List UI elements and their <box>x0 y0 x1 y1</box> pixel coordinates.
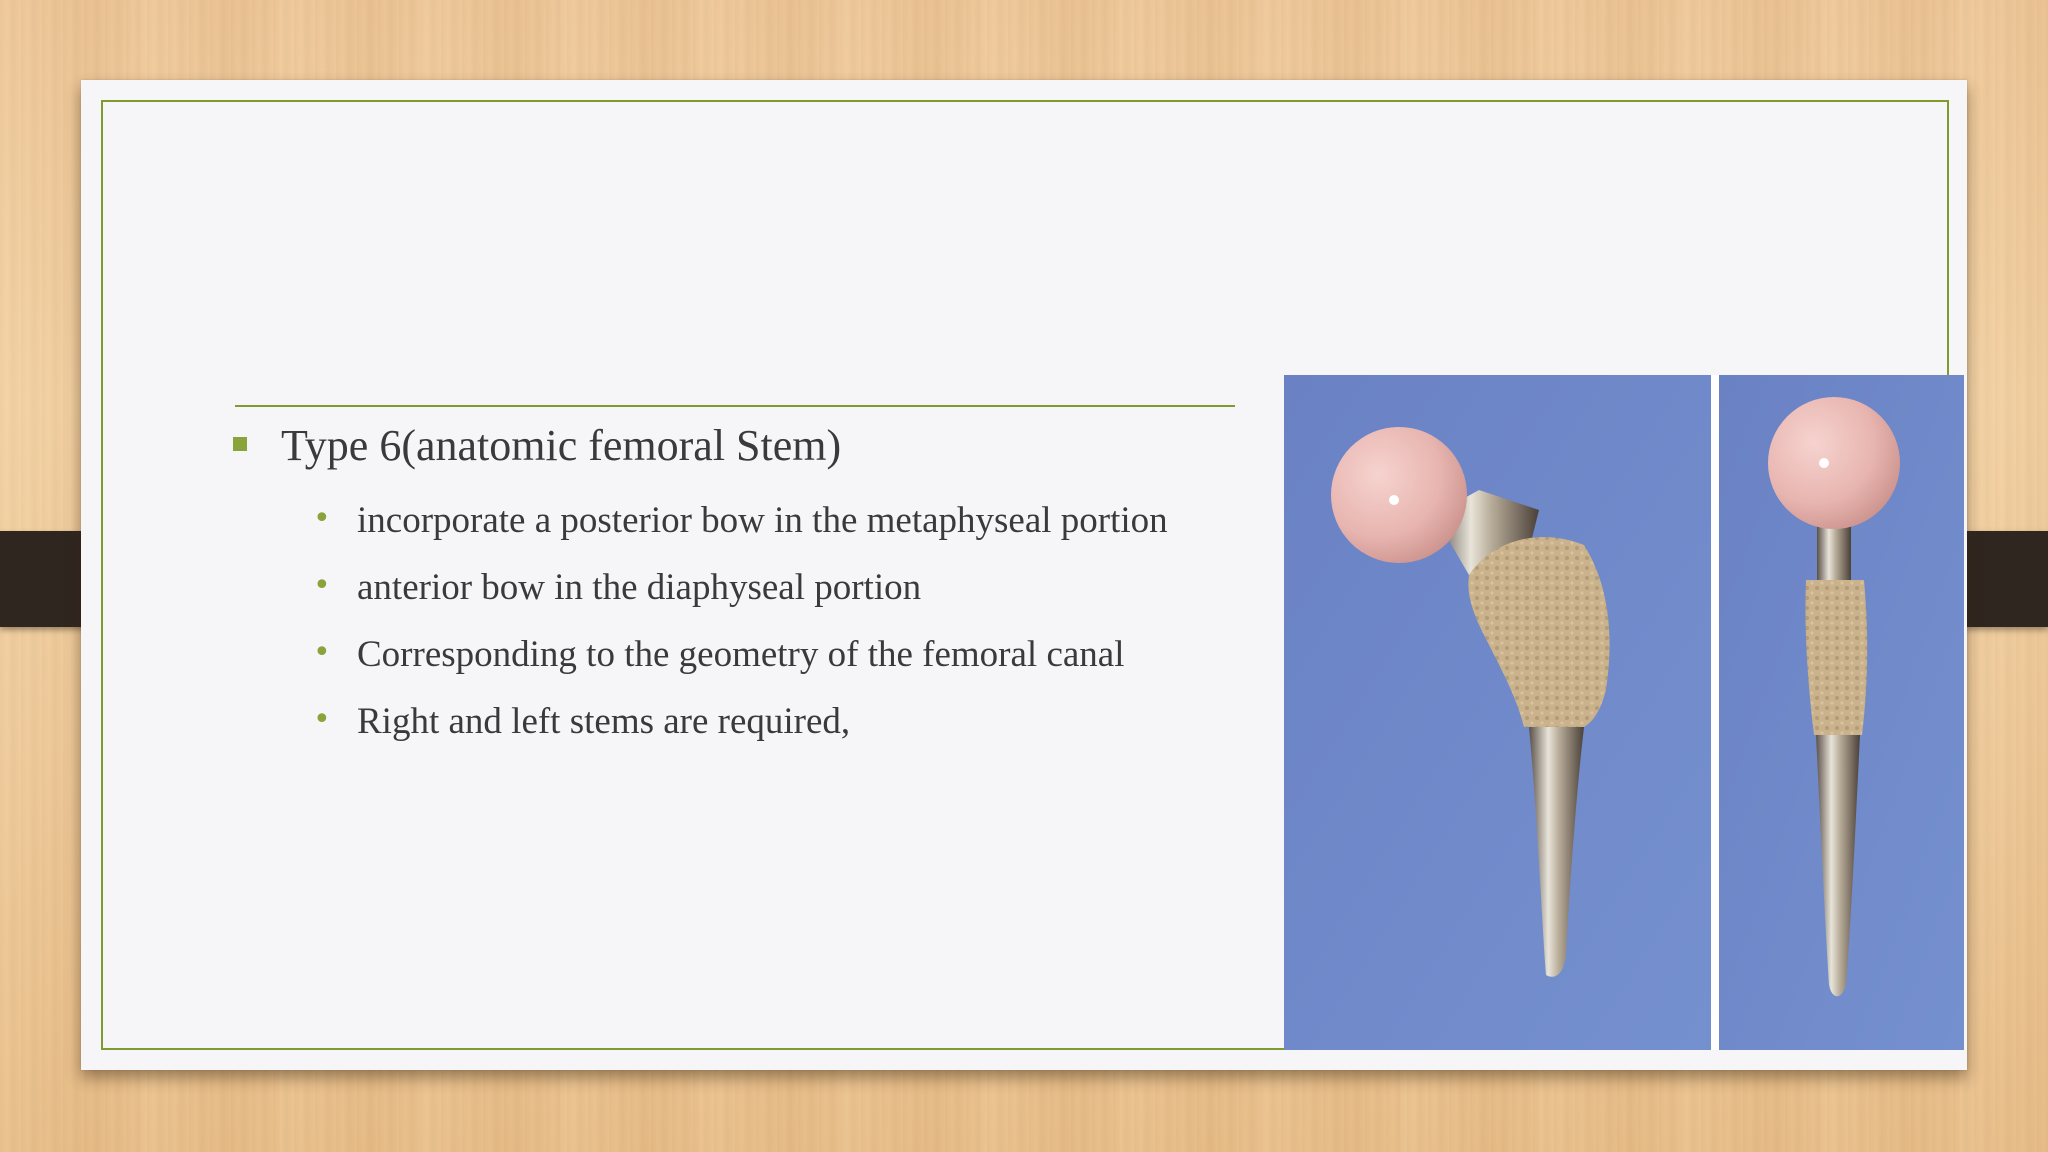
implant-photo <box>1284 375 1964 1050</box>
dot-bullet-icon: • <box>313 567 331 603</box>
heading-bullet <box>233 420 1233 473</box>
sub-bullet-list <box>233 495 1233 747</box>
title-divider-line <box>235 405 1235 407</box>
square-bullet-icon <box>233 437 247 451</box>
slide-content <box>233 420 1233 763</box>
sub-bullet-text: Corresponding to the geometry of the femoral canal <box>357 633 1125 675</box>
sub-bullet-item <box>233 629 1197 680</box>
heading-text: Type 6(anatomic femoral Stem) <box>281 421 842 470</box>
femoral-stem-illustration <box>1284 375 1964 1050</box>
sub-bullet-item <box>233 562 1197 613</box>
dot-bullet-icon: • <box>313 500 331 536</box>
sub-bullet-text: Right and left stems are required, <box>357 700 851 742</box>
slide <box>81 80 1967 1070</box>
binder-clip-right <box>1964 531 2048 627</box>
dot-bullet-icon: • <box>313 701 331 737</box>
sub-bullet-text: anterior bow in the diaphyseal portion <box>357 566 922 608</box>
dot-bullet-icon: • <box>313 634 331 670</box>
sub-bullet-text: incorporate a posterior bow in the metaphyseal portion <box>357 499 1168 541</box>
sub-bullet-item <box>233 495 1197 546</box>
sub-bullet-item <box>233 696 1197 747</box>
